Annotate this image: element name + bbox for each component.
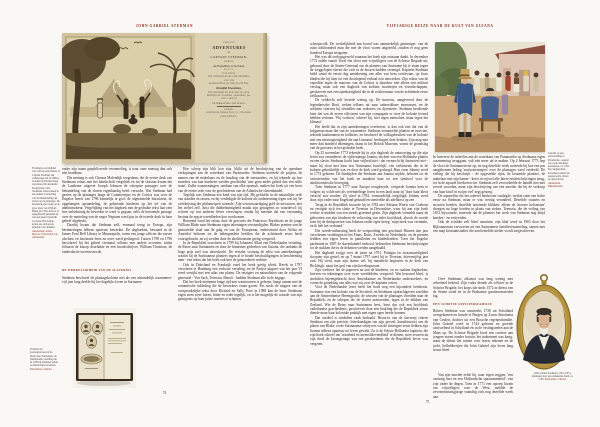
- title-line: Dreadful Executions,: [216, 86, 242, 91]
- right-column-2-bottom: Van zijn moeder erfde hij, naar eigen zeggen, 'een onrustig hart en een Hollandsche spaarzaamheid'; van zijn vader de degen. Toen in 1771 een oproep kwam om vrijwilligers voor de West, meldde de zevenentwintigjarige vaandrig zich nog dezelfde week aan.: [433, 373, 513, 399]
- book-photo-caption: [30, 348, 58, 384]
- frontispiece-photo: [62, 33, 267, 163]
- title-line: OF: [227, 51, 231, 54]
- title-line: THE STRUGGLES OF THE NEGROES,: [207, 76, 251, 79]
- book-fore-edge: [263, 33, 267, 163]
- frontispiece-engraving: [62, 33, 195, 163]
- title-line: BARBARITIES OF THE PLANTERS;: [208, 82, 250, 85]
- title-line: ADVENTURES: [212, 45, 246, 51]
- right-column-1: scheepsvolk. De werkelijkheid aan boord was aanmerkelijk grimmiger: van de ruim achthonderd man die met de vloot waren uitgezeild, zouden er nog geen honderd Europa terugzien. Het was dit oorlogsgeweld waaraan het boek zijn ontstaan dankt. In december 1772 zeilde vanuit Texel een vloot met vrijwilligers van de Schotse Brigade uit, gehuurd door de Staten-Generaal om de planters van Suriname bij te staan tegen de weggelopen slaven die zich in de bossen hadden verenigd. Kapitein Stedman hield vanaf de eerste dag aantekening van alles wat hem overkwam, op losse bladen die hij later tot een doorlopend verhaal zou omwerken. Zijn relaas van de expeditie tegen de marrons van de Cottica is daardoor niet alleen een militair verslag, maar ook een dagboek van ziekten, muiterijen en vriendschappen, geschreven met een openhartigheid die in de reisliteratuur van de achttiende eeuw zeldzaam is. De veldtocht zelf leverde weinig op. De marrons, aangevoerd door de legendarische Boni, weken telkens uit naar onbereikbare moerassen, en de soldaten stierven bij tientallen aan rotkoorts en dysenterie. Stedman berekende later dat van de zeven officieren van zijn compagnie er twee de kolonie levend hebben verlaten. 'Wij vochten,' schreef hij, 'niet tegen menschen, maar tegen het klimaat.' Het beeld dat in zijn aantekeningen overheerst, is dan ook niet dat van de krijgsman maar dat van de waarnemer. Stedman verzamelde planten en insecten, tekende kaaimannen en kolibries, en beschreef de volksgebruiken van de kolonie met een nieuwsgierigheid die aan Linnaeus' leerlingen doet denken. Zijn map met meer dan honderd tekeningen, thans in het British Museum, vormt de grondslag van de gravures in het gedrukte boek. Op 25 november 1773 tekende hij in zijn dagboek de ontmoeting op die zijn leven zou veranderen: de vijftienjarige Joanna, dochter van een Hollandse planter en een slavin. Stedman kocht haar vrijheid niet - dat vermocht hij financieel niet - maar hij sloot met haar een 'Surinaams huwelijk', een verbintenis die in de kolonie gebruikelijk was en door de kerk werd gedoogd. Hun zoon Johnny werd in 1774 geboren. De bladzijden die Stedman aan Joanna wijdde, behoren tot de ontroerendste van het boek en maakten haar tot een symbool voor de abolitionistische beweging. Toen Stedman in 1777 naar Europa terugkeerde, weigerde Joanna hem te volgen: zij wilde niet als vreemdelinge leven in een land waar zij 'door haar kleur veracht' zou worden. Zij stierf in 1782, vermoedelijk vergiftigd; Johnny werd door zijn vader naar Engeland gehaald en sneuvelde als adelborst op zee. Terug in de Republiek trouwde hij in 1782 met Adriana Wierts van Coehorn en vestigde zich ten slotte te Tiverton in Devonshire, waar hij aan zijn boek werkte te midden van een steeds groeiend gezin. Zijn dagboek vermeldt naast de geboorten van zijn kinderen de voltooiing van ieder hoofdstuk, alsook de woede toen hij de drukproeven van Johnson onder ogen kreeg: 'mijn boek was verminkt, en ik heb het verbrand.' Die woede-uitbarsting heeft de verspreiding niet geschaad. Binnen tien jaar verschenen vertalingen in het Frans, Duits, Zweeds en Nederlands, en de prenten leidden een eigen leven in pamfletten en kinderboeken. Toen het Engelse parlement in 1807 de slavenhandel verbood, behoorden Stedmans beschrijvingen tot de stukken die in de debatten werden aangehaald. Het dagboek zwijgt over de jaren na 1791. Podagra en zwaarmoedigheid sloopten zijn gestel, en op 7 maart 1797 stierf hij te Tiverton, drieenvijftig jaar oud. Hij werd, naar zijn laatste wil, bij maanlicht begraven in de kerk van Bickleigh, naast het graf van zijn lievelingszoon. Zijn weduwe liet de papieren na aan de kinderen, en zo raakten dagboeken, brieven en tekeningen over twee werelddelen verspreid. Wat bewaard bleef, is sindsdien bijeengebracht door Amerikaanse en Nederlandse onderzoekers, en vormt de grondslag van alles wat wij over de kapitein weten. Voor de Nederlandse lezer heeft het boek nog een bijzondere betekenis. Suriname was een kolonie van de Societeit, en Stedmans opdrachtgevers zetelden aan de Amsterdamse Herengracht; de winsten van de plantages vloeiden naar de Republiek, en de schepen die de slaven aanvoerden, lagen in de dokken van Zeeland. Wie de Reize naar Surinamen leest, leest dus ook een hoofdstuk vaderlandse geschiedenis, geschreven door een huurling die de Republiek trouw diende maar haar koloniale praktijk met eigen ogen leerde kennen. Dat oordeel is sindsdien vaak herhaald. Historici van de slavernij citeren Stedman om zijn precisie, letterkundigen om zijn gevoel, kunsthistorici om de platen van Blake; en de Surinaamse schrijvers van de twintigste eeuw hebben zijn Joanna telkens opnieuw tot leven gewekt. Zo is de Schots-Hollandse kapitein, die zijn boek schreef om 'waarheid en menschlievendheid' te dienen, twee eeuwen na zijn dood de kroongetuige van een geschiedenis die de Republiek liever was vergeten.: [310, 42, 428, 346]
- left-section-heading: DE WERKELIJKHEID VAN DE SLAVERNIJ: [62, 268, 132, 272]
- left-page-number: 74: [162, 391, 167, 395]
- caption-credit: Amsterdam, Rijksmuseum.: [548, 181, 563, 188]
- imprint-line: LONDON:: [224, 109, 234, 112]
- title-line: An Expedition to Surinam,: [213, 63, 245, 68]
- frontispiece-caption: [32, 167, 60, 259]
- title-line: INCLUDING: [222, 72, 236, 75]
- right-column-2-narrow: Over Stedmans afkomst was lang weinig met zekerheid bekend. Zijn vader diende als officier in de Schotse Brigade, het korps dat sinds 1572 in dienst van de Staten stond en in de Brabantse garnizoenssteden lag.: [433, 277, 513, 299]
- portrait-caption: [529, 372, 576, 389]
- right-column-2-beside-portrait: Robert Stedman was omstreeks 1730 uit Schotland overgekomen en huwde te Bergen op Zoom Antoinetta van Ceulen, dochter uit een Bossche regentenfamilie. John Gabriel werd in 1744 geboren en groeide afwisselend in Schotland en in de vestingsteden aan de Maas op. De Schotse Brigade bood een carriere aan jongere zonen zonder fortuin: het traktement was karig, maar de dienst liet ruimte voor lezen, tekenen en de jacht, liefhebberijen die John Gabriel zijn leven lang trouw bleef.: [433, 309, 513, 353]
- caption-credit: Particuliere collectie.: [30, 367, 53, 371]
- right-column-2: In hoeverre de taferelen aan de waterkant van Paramaribo op Stedmans eigen waarneming teruggaan, valt niet meer uit te maken. Op 2 februari 1773 liep de vloot de Surinamerivier op, en nog dezelfde week noteerde hij hoe een pas aangekomen lading 'zoutwaternegers' over de plantages werd verdeeld. De veiling die hij beschrijft - de opgestelde rijen, de keurende planters, de makelaar met zijn hamer - keert in vrijwel alle latere reisbeschrijvingen terug, tot in de aquarel hierboven toe. Stedman zelf veroordeelde de handel niet met zoveel woorden, maar zijn beschrijving van een moeder die bij de verkoop van haar kind 'in zwijm viel' zegt genoeg. De aquarellist die het tafereel hierboven vastlegde, werkte ruim een halve eeuw na Stedman, maar er was weinig veranderd. Dezelfde waaiers en strooien hoeden, dezelfde taxerende blikken; alleen de 'nieuwe kolonisten' droegen nu hoge hoeden in plaats van steken. Teenstra, die de veiling van 1831 bijwoonde, noteerde dat de planters het werk van Stedman nog altijd kenden - en verfoeiden. Ook de schilder zelf bleef anoniem; zijn blad werd in 1903 door het Rijksmuseum verworven uit een Surinaamse familieverzameling, samen met een map kostuumstudies die aan hetzelfde atelier wordt toegeschreven.: [433, 155, 545, 233]
- caption-text: Gezicht op een slavenveiling te Paramaribo, aquarel door een onbekend kunstenaar, ca. 1831. Pas aangekomen kolonisten nemen de aangevoerde slaven in ogenschouw.: [548, 152, 570, 182]
- imprint-line: PRINTED FOR THOMAS TEGG, 111, CHEAPSIDE.: [206, 112, 252, 115]
- title-line: AND VARIOUS: [220, 98, 238, 101]
- title-line: CAPTAIN STEDMAN,: [210, 55, 248, 60]
- left-column-1: onder zijn naam gepubliceerde verzameling, is naar onze mening dan ook niet houdbaar. Die mening is ook Chenoa Molendijk toegedaan, die de eerste druk van Stedmans relaas met het handschrift vergeleek en tot de slotsom kwam dat de Londense uitgever Joseph Johnson de scherpste passages over de behandeling van de slaven eigenhandig heeft verzacht. Wat Stedman had gezien op de plantages langs de Commewijne en de Cottica was voor de Engelse lezers van 1796 kennelijk te grof: de afgeranselde huisslavin, de opgehangen opstandeling, de geketende kinderen op het erf van de administrateur. Vergelijking van het dagboek met de gedrukte tekst laat zien hoe stelselmatig de bewerker te werk is gegaan; zelfs de beroemde passage over de marteling van de neger Neptune werd pas in de tweede druk in haar geheel afgedrukt. Daarbij kwam dat Stedman zelf, eenmaal terug in Europa, zijn herinneringen telkens opnieuw bewerkte. De dagboeken, bewaard in de James Ford Bell Library te Minneapolis, tonen een jonge officier die tussen afschuw en fascinatie heen en weer werd geslingerd. Tussen 1790 en 1796 herschreef hij het geheel viermaal, telkens met andere accenten, totdat Johnson de knoop doorhakte en een broodschrijver, William Thomson, de eindredactie toevertrouwde.: [62, 167, 172, 254]
- caption-credit: Amsterdam, Allard Pierson, Universiteit van Amsterdam.: [32, 229, 58, 240]
- imprint-line: PRICE SIXPENCE.: [220, 115, 238, 118]
- painting-caption: [548, 152, 570, 196]
- right-page-number: 75: [425, 400, 430, 404]
- frontispiece-title-page: [195, 33, 263, 163]
- right-section-heading: EEN SCHOTSE OFFICIERSFAMILIE: [433, 302, 493, 306]
- stedman-miniature-portrait: [514, 272, 574, 372]
- left-column-2: Hoe scherp zijn blik kon zijn, blijkt uit de beschrijving van de openbare verkopingen aan de waterkant van Paramaribo. Stedman noteerde de prijzen, de namen van de makelaars en de houding van de omstanders, en hij tekende op hoe moeders van hun kinderen werden gescheiden 'met geen ander geluid dan een stille traan'. Zulke waarnemingen, ontdaan van elke opsmuk, maken het boek tot een bron van de eerste orde voor de geschiedenis van de Atlantische slavenhandel. Tegelijk was Stedman een kind van zijn tijd. Hij geloofde in de natuurlijke orde van standen en rassen, en hij verdedigde de kolonie als onderneming tegen wat hij 'de overdrijving der philantropen' noemde. Zijn verontwaardiging gold de uitwassen, niet het stelsel zelf. Juist die dubbelzinnigheid maakt zijn getuigenis zo waardevol: hij schreef op wat anderen liever verzwegen, omdat hij meende dat een verstandig bestuur de ergste wreedheden kon voorkomen. Beroemd werd het relaas door de gravures die Francesco Bartolozzi en de jonge William Blake naar Stedmans eigen tekeningen vervaardigden. Blakes prenten van de gemartelde slaaf aan de galg en van de 'Europeaan, ondersteund door Afrika en Amerika' behoren tot de indringendste beelden die de achttiende eeuw heeft voortgebracht, en zij werden door de abolitionisten gretig verspreid. In de Republiek verscheen in 1799 bij Johannes Allart een Nederlandse vertaling, de Reize naar Surinamen en door de binnenste gedeelten van Guiana, die ondanks de hoge prijs snel was uitverkocht. De vertaler voorzag de tekst van aantekeningen waarin hij de Surinaamse planters tegen al te boude beschuldigingen in bescherming nam - een teken dat het boek ook hier de gemoederen verhitte. Ook in Duitsland en Frankrijk vond het boek gretig aftrek. Reeds in 1797 verscheen te Hamburg een verkorte vertaling, en de Parijse uitgave van het jaar VI werd verrijkt met een atlas van platen. De reizigers en naturalisten van de volgende generatie - Von Sack, Teenstra, Benoit - hadden Stedman alle in de bagage. Dat het boek niettemin lange tijd met wantrouwen is gelezen, hangt samen met de romantische inkleding die de bewerkers eraan gaven. Pas sinds de uitgave van de oorspronkelijke tekst door Richard en Sally Price in 1988 kan de lezer Stedmans eigen stem weer horen, bitter en teder tegelijk, en is het mogelijk de waarde van zijn getuigenis op haar juiste merites te schatten.: [178, 167, 302, 302]
- left-running-header: JOHN GABRIEL STEDMAN: [135, 24, 194, 28]
- right-running-header: VIJFJARIGE REIZE NAAR DE KUST VAN GUIANA: [386, 24, 494, 28]
- title-line: IN 1773;: [224, 69, 234, 72]
- caption-text: Frontispice en titelblad van Curious Adventures of Captain Stedman, het volksboekje dat in 1809 te Londen bij Thomas Tegg verscheen. De anonieme houtgraveur vatte Stedmans relaas samen in een enkele voorstelling van de mishandeling der slaven op de plantages. De houtsnede gaat terug op de grote plaat van William Blake uit 1796, maar is in spiegelbeeld gesneden en van een nieuw bijschrift voorzien. Het boekje kostte zes stuivers en beleefde vier drukken.: [32, 167, 60, 230]
- title-line: THE MANNER OF SELLING SLAVES,: [207, 91, 251, 94]
- title-line: CURIOUS: [222, 42, 236, 44]
- caption-text: Titelblad en portretgravures uit de Reize naar Surinamen, de Nederlandse vertaling die in 1799 bij Johannes Allart te Amsterdam verscheen.: [30, 348, 58, 368]
- title-line: AND THE: [223, 79, 235, 82]
- caption-credit: Particuliere collectie.: [544, 378, 567, 381]
- title-line: DURING: [224, 60, 234, 63]
- dutch-edition-photo: [73, 308, 136, 388]
- left-column-1-continued: Stedman beschreef de plantagekolonie niet als een afstandelijk waarnemer: vijf jaar lang deelde hij het dagelijks leven in Suriname.: [62, 276, 172, 285]
- title-line: MUTINY OF SAILORS, SOLDIERS, &c.: [207, 95, 251, 98]
- title-line: INTERESTING ARTICLES.: [212, 101, 246, 105]
- slave-market-painting: [435, 42, 545, 152]
- caption-text: John Gabriel Stedman (1744-1797), miniatuur door een onbekende hand, ca. 1783.: [531, 372, 574, 381]
